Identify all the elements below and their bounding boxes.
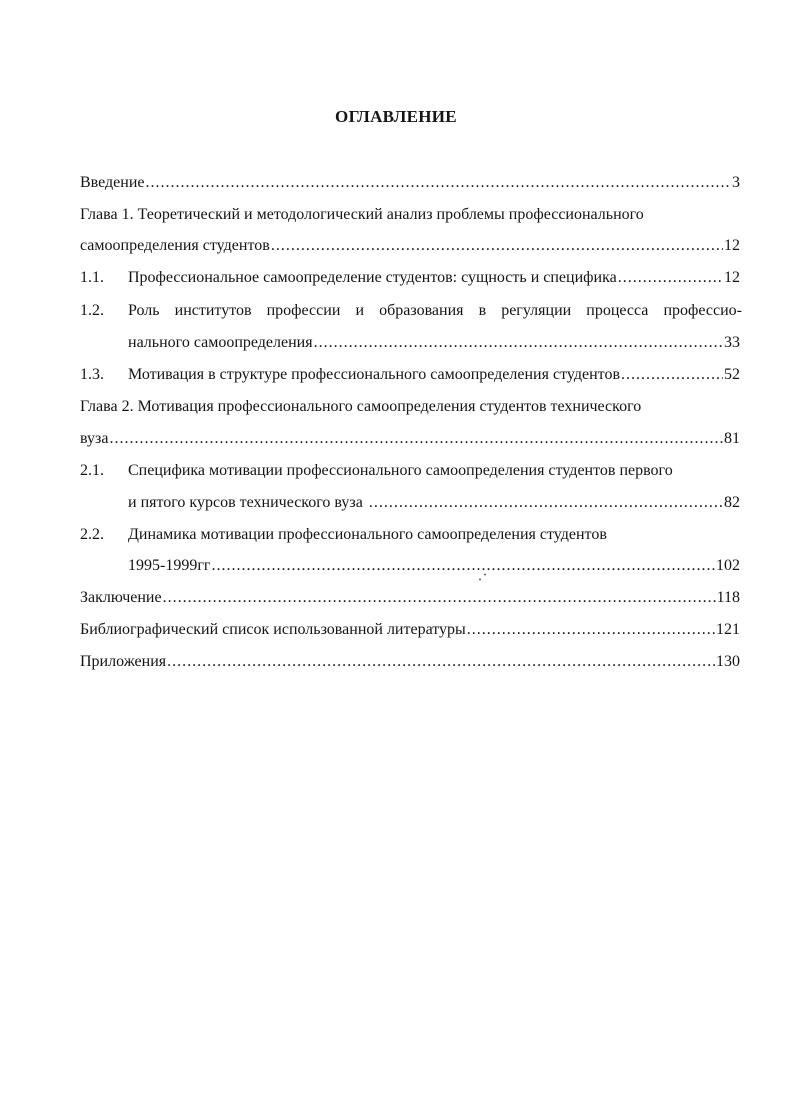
dot-leader (109, 429, 723, 449)
toc-entry-section-2-1-line1: Специфика мотивации профессионального самоопределения студентов первого (128, 462, 673, 479)
dot-leader (369, 493, 723, 513)
toc-entry-title: и пятого курсов технического вуза (128, 494, 363, 511)
scan-speck (478, 573, 487, 581)
toc-entry-appendices (80, 652, 740, 672)
dot-leader (314, 333, 723, 353)
toc-page-number: 12 (724, 269, 740, 286)
toc-entry-chapter-1-line1: Глава 1. Теоретический и методологический анализ проблемы профессионального (80, 206, 644, 223)
toc-entry-title: нального самоопределения (128, 334, 313, 351)
dot-leader (211, 556, 715, 576)
dot-leader (146, 173, 732, 193)
dot-leader (163, 588, 716, 608)
dot-leader (467, 620, 715, 640)
toc-entry-chapter-2-line1: Глава 2. Мотивация профессионального самоопределения студентов технического (80, 398, 642, 415)
toc-entry-section-1-2 (128, 333, 740, 353)
dot-leader (618, 268, 723, 288)
toc-entry-title: Заключение (80, 589, 162, 606)
toc-entry-title: Профессиональное самоопределение студентов: сущность и специфика (128, 269, 617, 286)
page-title: ОГЛАВЛЕНИЕ (335, 107, 457, 126)
toc-page-number: 81 (724, 430, 740, 447)
toc-page-number: 121 (716, 621, 740, 638)
toc-entry-section-1-3 (128, 365, 740, 385)
toc-entry-intro (80, 173, 740, 193)
toc-entry-conclusion (80, 588, 740, 608)
section-number: 1.1. (80, 269, 104, 286)
dot-leader (271, 236, 723, 256)
section-number: 1.2. (80, 302, 104, 319)
toc-entry-section-1-1 (128, 268, 740, 288)
toc-entry-title: 1995-1999гг (128, 557, 211, 574)
toc-entry-section-1-2-line1: Роль институтов профессии и образования в регуляции процесса профессио- (128, 302, 742, 319)
section-number: 2.1. (80, 462, 104, 479)
dot-leader (621, 365, 723, 385)
toc-page-number: 118 (716, 589, 740, 606)
toc-entry-section-2-2 (128, 556, 740, 576)
toc-page-number: 130 (716, 653, 740, 670)
toc-entry-title: Библиографический список использованной литературы (80, 621, 466, 638)
dot-leader (167, 652, 715, 672)
toc-entry-section-2-2-line1: Динамика мотивации профессионального самоопределения студентов (128, 526, 607, 543)
toc-entry-title: Приложения (80, 653, 167, 670)
toc-entry-section-2-1 (128, 493, 740, 513)
toc-entry-chapter-1 (80, 236, 740, 256)
toc-entry-bibliography (80, 620, 740, 640)
toc-page-number: 3 (732, 174, 740, 191)
toc-entry-title: вуза (80, 430, 109, 447)
toc-page-number: 102 (716, 557, 740, 574)
toc-page-number: 82 (724, 494, 740, 511)
toc-page-number: 12 (724, 237, 740, 254)
toc-page-number: 33 (724, 334, 740, 351)
toc-entry-title: Введение (80, 174, 145, 191)
toc-page-number: 52 (724, 366, 740, 383)
section-number: 2.2. (80, 526, 104, 543)
toc-entry-title: Мотивация в структуре профессионального самоопределения студентов (128, 366, 620, 383)
section-number: 1.3. (80, 366, 104, 383)
toc-entry-chapter-2 (80, 429, 740, 449)
toc-entry-title: самоопределения студентов (80, 237, 270, 254)
